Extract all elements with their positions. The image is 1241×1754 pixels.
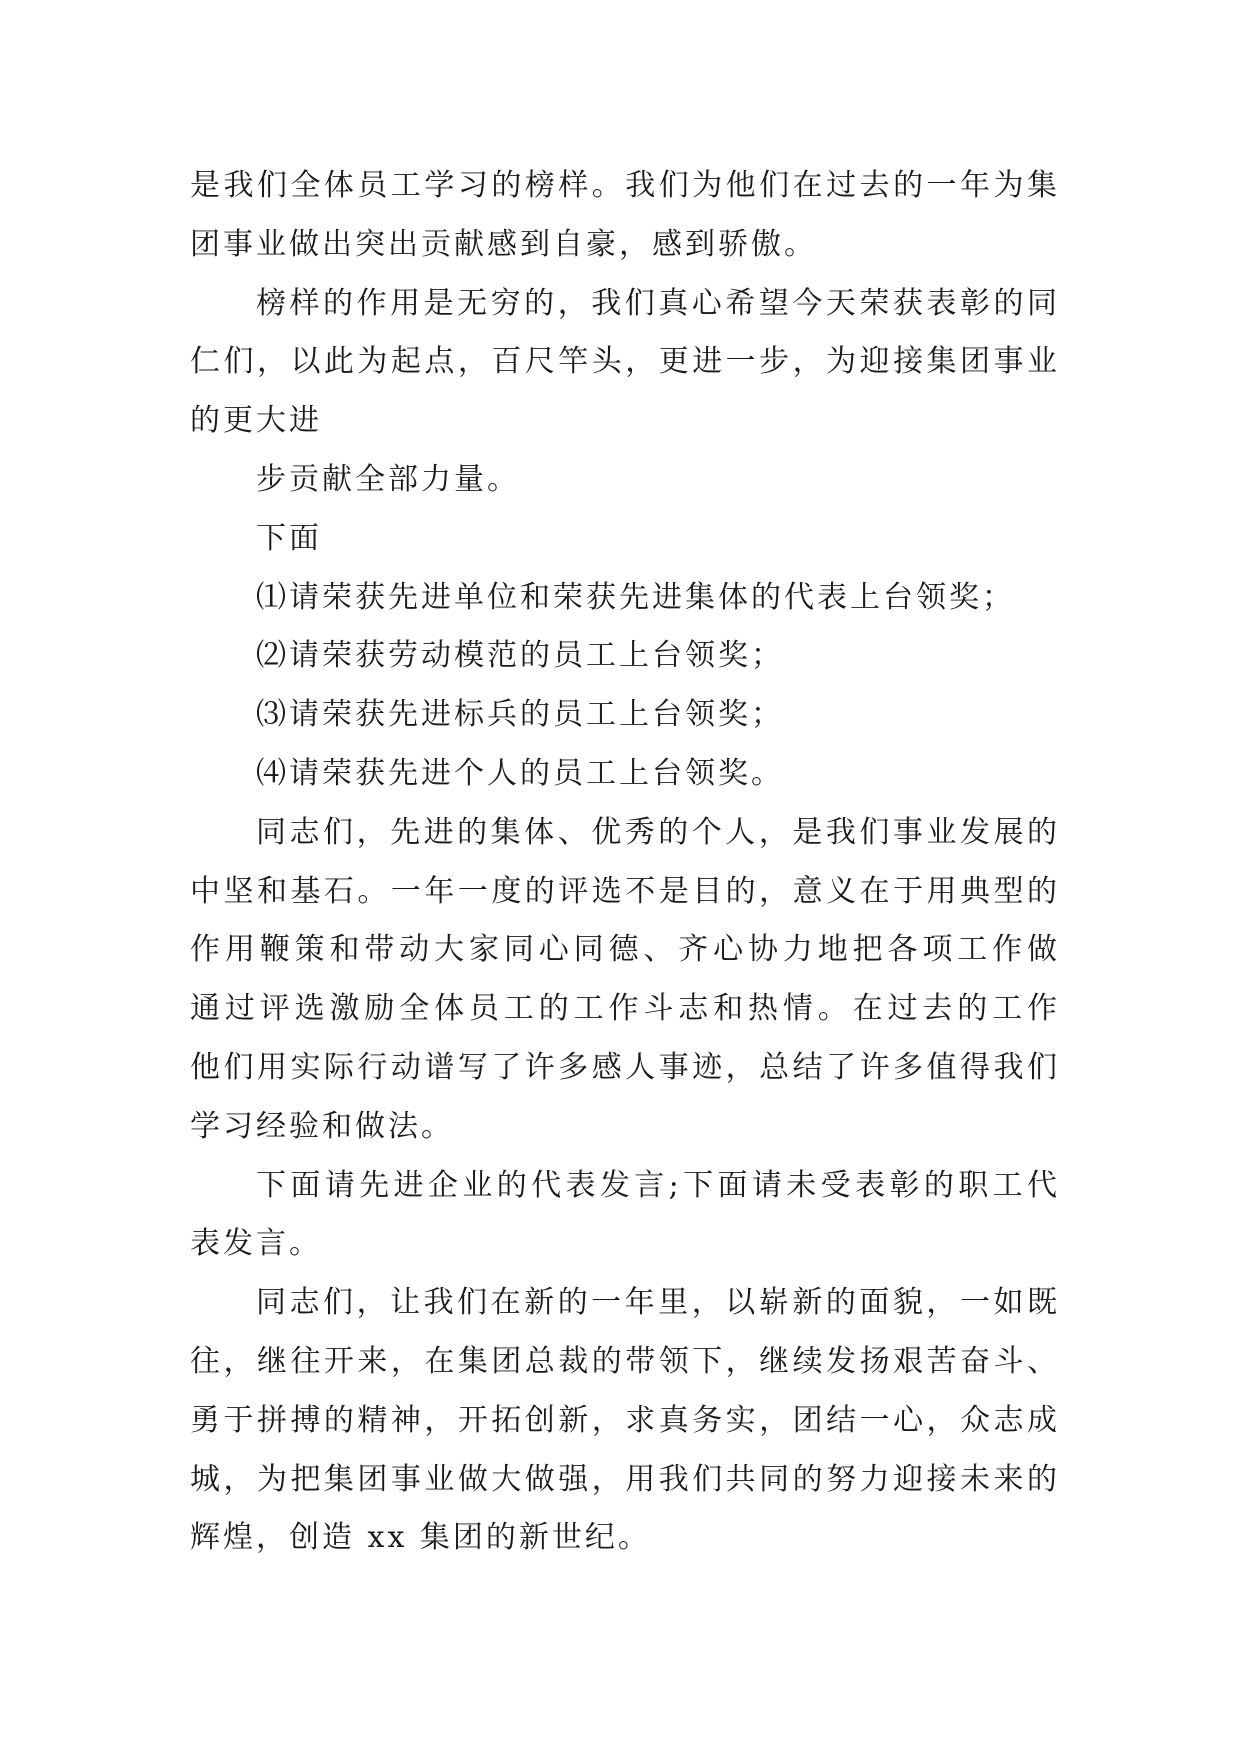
text-line: 表发言。 [190, 1226, 322, 1262]
text-line: 学习经验和做法。 [190, 1108, 454, 1144]
paragraph-first-line: 下面 [256, 520, 322, 556]
text-line: 勇于拼搏的精神，开拓创新，求真务实，团结一心，众志成 [190, 1402, 1060, 1438]
text-line: 往，继往开来，在集团总裁的带领下，继续发扬艰苦奋斗、 [190, 1343, 1060, 1379]
text-line: 团事业做出突出贡献感到自豪，感到骄傲。 [190, 226, 817, 262]
document-body [190, 157, 1060, 1568]
text-line: 中坚和基石。一年一度的评选不是目的，意义在于用典型的 [190, 873, 1060, 909]
paragraph-first-line: 同志们，让我们在新的一年里，以崭新的面貌，一如既 [256, 1285, 1060, 1321]
paragraph-first-line: 下面请先进企业的代表发言;下面请未受表彰的职工代 [256, 1167, 1060, 1203]
text-line: 辉煌，创造 xx 集团的新世纪。 [190, 1520, 651, 1556]
text-line: 城，为把集团事业做大做强，用我们共同的努力迎接未来的 [190, 1461, 1060, 1497]
paragraph-first-line: 同志们，先进的集体、优秀的个人，是我们事业发展的 [256, 814, 1060, 850]
list-item: ⑴请荣获先进单位和荣获先进集体的代表上台领奖； [256, 579, 1015, 615]
list-item: ⑵请荣获劳动模范的员工上台领奖； [256, 638, 784, 674]
text-line: 他们用实际行动谱写了许多感人事迹，总结了许多值得我们 [190, 1049, 1060, 1085]
paragraph-first-line: 榜样的作用是无穷的，我们真心希望今天荣获表彰的同 [256, 285, 1060, 321]
text-line: 作用鞭策和带动大家同心同德、齐心协力地把各项工作做 [190, 932, 1060, 968]
text-line: 是我们全体员工学习的榜样。我们为他们在过去的一年为集 [190, 168, 1060, 203]
list-item: ⑷请荣获先进个人的员工上台领奖。 [256, 755, 784, 791]
text-line: 仁们，以此为起点，百尺竿头，更进一步，为迎接集团事业 [190, 344, 1060, 380]
text-line: 的更大进 [190, 403, 322, 439]
paragraph-first-line: 步贡献全部力量。 [256, 461, 520, 497]
text-line: 通过评选激励全体员工的工作斗志和热情。在过去的工作 [190, 991, 1060, 1027]
list-item: ⑶请荣获先进标兵的员工上台领奖； [256, 697, 784, 733]
